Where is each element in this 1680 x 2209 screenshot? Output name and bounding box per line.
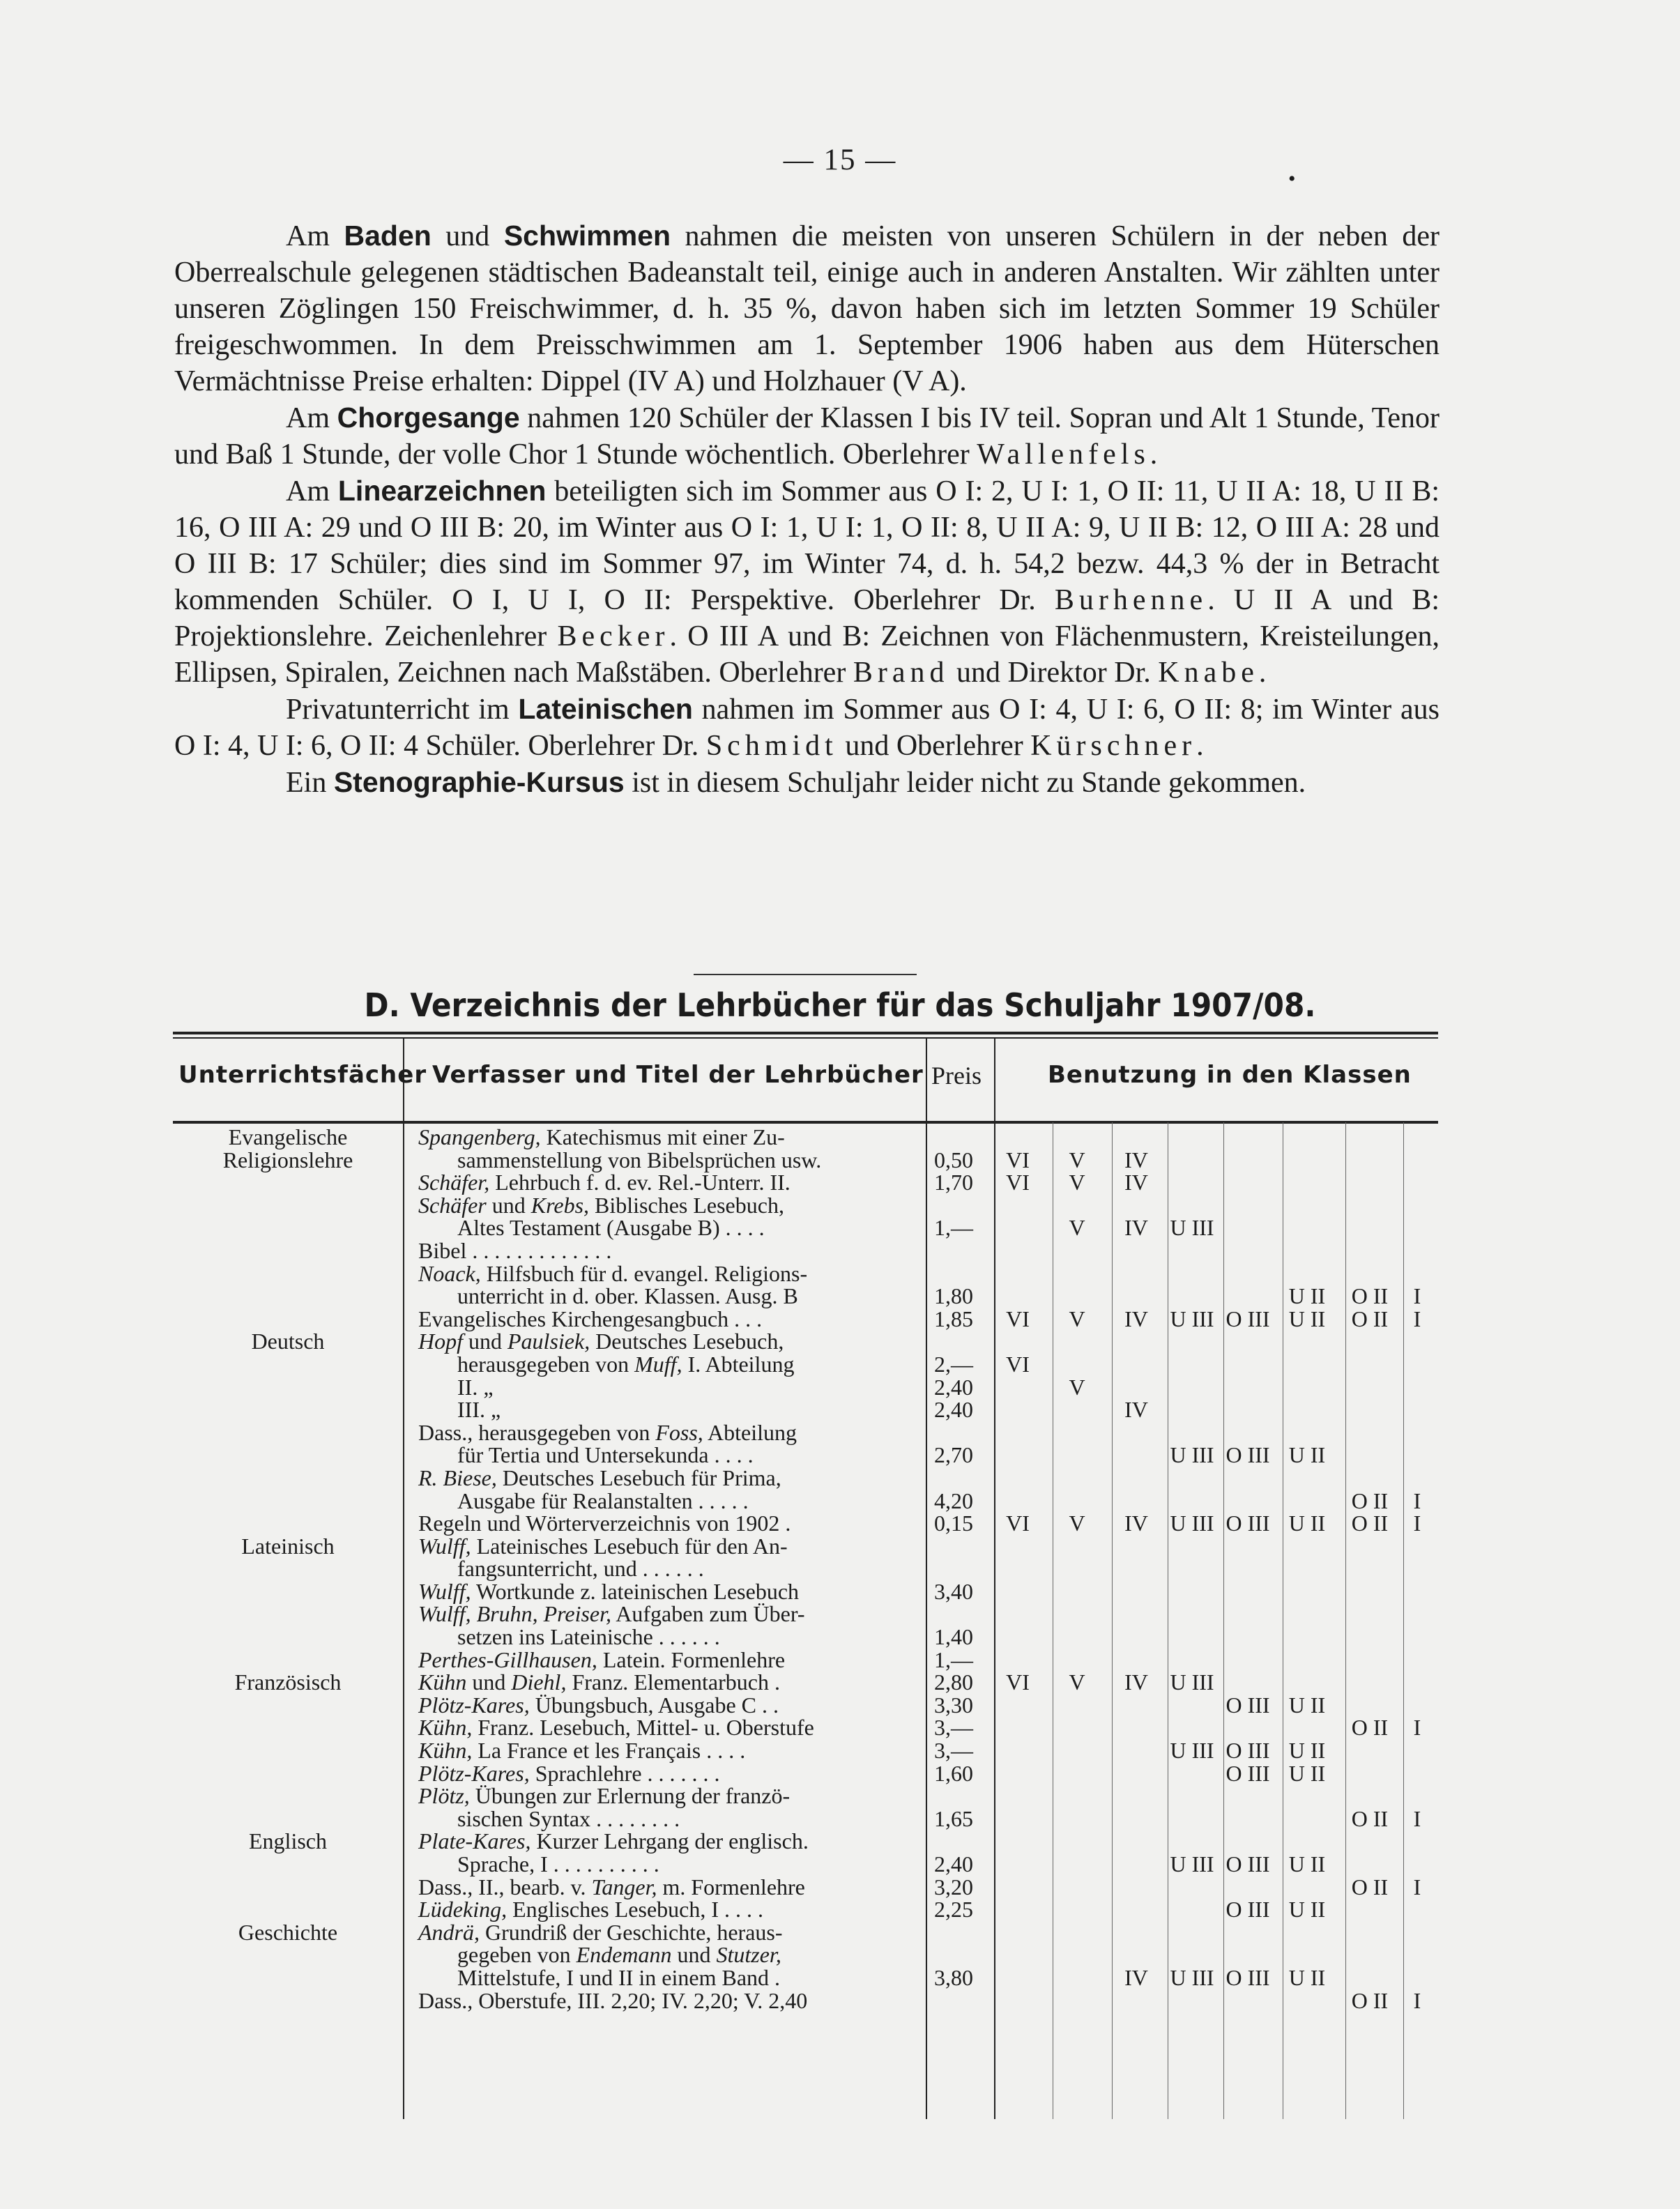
class-usage: V: [1069, 1669, 1085, 1695]
subject-label: Geschichte: [238, 1919, 338, 1945]
table-row: [173, 1989, 1438, 2012]
class-usage: I: [1413, 1511, 1421, 1536]
book-title: Wulff, Lateinisches Lesebuch für den An-: [418, 1533, 788, 1559]
subject-label: Englisch: [249, 1828, 327, 1854]
book-title: sammenstellung von Bibelsprüchen usw.: [457, 1147, 822, 1172]
class-usage: U II: [1288, 1692, 1326, 1718]
class-usage: I: [1413, 1488, 1421, 1513]
book-title: Plötz-Kares, Sprachlehre . . . . . . .: [418, 1760, 720, 1786]
class-usage: O II: [1351, 1283, 1389, 1309]
book-title: Mittelstufe, I und II in einem Band .: [457, 1964, 781, 1990]
book-price: 0,50: [934, 1147, 973, 1172]
book-price: 1,—: [934, 1215, 973, 1241]
book-title: Sprache, I . . . . . . . . . .: [457, 1851, 659, 1876]
table-row: [173, 1830, 1438, 1853]
prose-section: [174, 217, 1440, 801]
book-title: Altes Testament (Ausgabe B) . . . .: [457, 1215, 765, 1241]
book-price: 2,40: [934, 1397, 973, 1423]
class-usage: VI: [1006, 1351, 1030, 1377]
table-body: [173, 1126, 1438, 2012]
book-title: Kühn, Franz. Lesebuch, Mittel- u. Oberstufe: [418, 1715, 814, 1741]
class-usage: U II: [1288, 1760, 1326, 1786]
book-title: gegeben von Endemann und Stutzer,: [457, 1942, 781, 1968]
class-usage: O III: [1225, 1511, 1270, 1536]
book-price: 2,25: [934, 1897, 973, 1923]
paragraph-drawing: Am Linearzeichnen beteiligten sich im Sommer aus O I: 2, U I: 1, O II: 11, U II A: 18, U II B: 16, O III A: 29 und O III B: 20, im Winter aus O I: 1, U I: 1, O II: 8, U II A: 9, U II B: 12, O III A: 28 und O III B: 17 Schüler; dies sind im Sommer 97, im Winter 74, d. h. 54,2 bezw. 44,3 % der in Betracht kommenden Schüler. O I, U I, O II: Perspektive. Oberlehrer Dr. Burhenne. U II A und B: Projektionslehre. Zeichenlehrer Becker. O III A und B: Zeichnen von Flächenmustern, Kreisteilungen, Ellipsen, Spiralen, Zeichnen nach Maßstäben. Oberlehrer Brand und Direktor Dr. Knabe.: [174, 475, 1440, 689]
book-price: 3,40: [934, 1578, 973, 1604]
book-title: Dass., herausgegeben von Foss, Abteilung: [418, 1419, 797, 1445]
book-price: 3,30: [934, 1692, 973, 1718]
book-price: 3,—: [934, 1715, 973, 1741]
table-row: [173, 1353, 1438, 1376]
header-subjects: Unterrichtsfächer: [178, 1061, 427, 1089]
class-usage: U II: [1288, 1964, 1326, 1990]
class-usage: V: [1069, 1215, 1085, 1241]
table-row: [173, 1671, 1438, 1694]
book-title: Regeln und Wörterverzeichnis von 1902 .: [418, 1511, 791, 1536]
table-row: [173, 1194, 1438, 1217]
book-title: Noack, Hilfsbuch für d. evangel. Religions-: [418, 1260, 808, 1286]
class-usage: U II: [1288, 1511, 1326, 1536]
book-price: 0,15: [934, 1511, 973, 1536]
book-title: Lüdeking, Englisches Lesebuch, I . . . .: [418, 1897, 763, 1923]
class-usage: IV: [1124, 1306, 1148, 1331]
class-usage: IV: [1124, 1964, 1148, 1990]
section-divider: [694, 974, 917, 975]
class-usage: V: [1069, 1374, 1085, 1400]
class-usage: VI: [1006, 1147, 1030, 1172]
table-row: [173, 1898, 1438, 1921]
table-row: [173, 1694, 1438, 1717]
class-usage: U III: [1170, 1442, 1214, 1468]
book-title: III. „: [457, 1397, 501, 1423]
book-price: 1,65: [934, 1805, 973, 1831]
subject-label: Evangelische: [228, 1124, 348, 1149]
table-row: [173, 1807, 1438, 1830]
book-title: Kühn, La France et les Français . . . .: [418, 1738, 746, 1764]
class-usage: O II: [1351, 1715, 1389, 1741]
book-price: 3,80: [934, 1964, 973, 1990]
subject-label: Deutsch: [251, 1329, 325, 1354]
class-usage: O II: [1351, 1987, 1389, 2013]
header-price: Preis: [931, 1062, 982, 1090]
subject-label: Lateinisch: [241, 1533, 335, 1559]
class-usage: I: [1413, 1805, 1421, 1831]
book-title: Andrä, Grundriß der Geschichte, heraus-: [418, 1919, 783, 1945]
book-title: Hopf und Paulsiek, Deutsches Lesebuch,: [418, 1329, 784, 1354]
paragraph-choir: Am Chorgesange nahmen 120 Schüler der Klassen I bis IV teil. Sopran und Alt 1 Stunde, Tenor und Baß 1 Stunde, der volle Chor 1 Stunde wöchentlich. Oberlehrer Wallenfels.: [174, 402, 1440, 471]
book-price: 1,85: [934, 1306, 973, 1331]
table-row: [173, 1262, 1438, 1285]
book-price: 2,40: [934, 1374, 973, 1400]
book-title: Schäfer, Lehrbuch f. d. ev. Rel.-Unterr. II.: [418, 1170, 791, 1195]
class-usage: O II: [1351, 1805, 1389, 1831]
class-usage: V: [1069, 1147, 1085, 1172]
textbook-list-heading: D. Verzeichnis der Lehrbücher für das Schuljahr 1907/08.: [364, 986, 1316, 1024]
class-usage: I: [1413, 1987, 1421, 2013]
book-price: 3,20: [934, 1874, 973, 1900]
table-row: [173, 1535, 1438, 1558]
book-title: herausgegeben von Muff, I. Abteilung: [457, 1351, 795, 1377]
table-row: [173, 1467, 1438, 1490]
book-price: 2,70: [934, 1442, 973, 1468]
class-usage: U II: [1288, 1851, 1326, 1876]
book-price: 2,80: [934, 1669, 973, 1695]
table-row: [173, 1966, 1438, 1989]
stray-mark: •: [1288, 167, 1296, 190]
book-title: Plötz, Übungen zur Erlernung der franzö-: [418, 1783, 791, 1809]
class-usage: IV: [1124, 1170, 1148, 1195]
book-title: Wulff, Bruhn, Preiser, Aufgaben zum Über-: [418, 1601, 805, 1627]
class-usage: U III: [1170, 1964, 1214, 1990]
class-usage: O III: [1225, 1851, 1270, 1876]
book-title: II. „: [457, 1374, 494, 1400]
book-price: 4,20: [934, 1488, 973, 1513]
class-usage: O III: [1225, 1964, 1270, 1990]
table-row: [173, 1784, 1438, 1807]
table-row: [173, 1580, 1438, 1603]
class-usage: IV: [1124, 1147, 1148, 1172]
class-usage: V: [1069, 1170, 1085, 1195]
table-row: [173, 1716, 1438, 1739]
book-title: für Tertia und Untersekunda . . . .: [457, 1442, 754, 1468]
class-usage: O II: [1351, 1511, 1389, 1536]
paragraph-latin: Privatunterricht im Lateinischen nahmen im Sommer aus O I: 4, U I: 6, O II: 8; im Winter aus O I: 4, U I: 6, O II: 4 Schüler. Oberlehrer Dr. Schmidt und Oberlehrer Kürschner.: [174, 693, 1440, 762]
class-usage: O II: [1351, 1306, 1389, 1331]
table-row: [173, 1490, 1438, 1513]
book-price: 2,—: [934, 1351, 973, 1377]
class-usage: I: [1413, 1306, 1421, 1331]
class-usage: U II: [1288, 1738, 1326, 1764]
book-title: sischen Syntax . . . . . . . .: [457, 1805, 680, 1831]
table-row: [173, 1149, 1438, 1172]
table-row: [173, 1921, 1438, 1944]
table-row: [173, 1421, 1438, 1444]
book-title: Dass., Oberstufe, III. 2,20; IV. 2,20; V. 2,40: [418, 1987, 808, 2013]
table-row: [173, 1557, 1438, 1580]
header-books: Verfasser und Titel der Lehrbücher: [432, 1061, 924, 1089]
table-row: [173, 1444, 1438, 1467]
book-title: Ausgabe für Realanstalten . . . . .: [457, 1488, 749, 1513]
class-usage: I: [1413, 1715, 1421, 1741]
table-row: [173, 1308, 1438, 1331]
class-usage: I: [1413, 1283, 1421, 1309]
class-usage: VI: [1006, 1306, 1030, 1331]
book-title: Schäfer und Krebs, Biblisches Lesebuch,: [418, 1192, 784, 1218]
table-row: [173, 1126, 1438, 1149]
book-title: Kühn und Diehl, Franz. Elementarbuch .: [418, 1669, 780, 1695]
book-title: Plate-Kares, Kurzer Lehrgang der englisch.: [418, 1828, 809, 1854]
book-title: Bibel . . . . . . . . . . . . .: [418, 1237, 612, 1263]
table-row: [173, 1171, 1438, 1194]
class-usage: O III: [1225, 1897, 1270, 1923]
table-top-rule-2: [173, 1037, 1438, 1039]
table-row: [173, 1376, 1438, 1399]
table-row: [173, 1239, 1438, 1262]
book-title: setzen ins Lateinische . . . . . .: [457, 1624, 720, 1650]
book-title: Dass., II., bearb. v. Tanger, m. Formenlehre: [418, 1874, 805, 1900]
class-usage: U II: [1288, 1897, 1326, 1923]
table-row: [173, 1398, 1438, 1421]
book-title: Plötz-Kares, Übungsbuch, Ausgabe C . .: [418, 1692, 779, 1718]
book-title: Perthes-Gillhausen, Latein. Formenlehre: [418, 1646, 786, 1672]
class-usage: U III: [1170, 1306, 1214, 1331]
table-top-rule: [173, 1032, 1438, 1034]
class-usage: U III: [1170, 1851, 1214, 1876]
class-usage: U III: [1170, 1511, 1214, 1536]
class-usage: IV: [1124, 1397, 1148, 1423]
book-price: 1,80: [934, 1283, 973, 1309]
book-title: Spangenberg, Katechismus mit einer Zu-: [418, 1124, 785, 1149]
class-usage: U II: [1288, 1283, 1326, 1309]
book-price: 1,40: [934, 1624, 973, 1650]
class-usage: O III: [1225, 1306, 1270, 1331]
class-usage: O III: [1225, 1738, 1270, 1764]
table-row: [173, 1216, 1438, 1239]
table-row: [173, 1512, 1438, 1535]
book-title: unterricht in d. ober. Klassen. Ausg. B: [457, 1283, 798, 1309]
book-price: 1,70: [934, 1170, 973, 1195]
page-number: — 15 —: [783, 144, 897, 176]
class-usage: V: [1069, 1306, 1085, 1331]
table-row: [173, 1762, 1438, 1785]
class-usage: U III: [1170, 1215, 1214, 1241]
class-usage: IV: [1124, 1669, 1148, 1695]
subject-label: Französisch: [234, 1669, 342, 1695]
class-usage: O III: [1225, 1760, 1270, 1786]
table-row: [173, 1739, 1438, 1762]
class-usage: V: [1069, 1511, 1085, 1536]
book-price: 3,—: [934, 1738, 973, 1764]
table-header-rule: [173, 1121, 1438, 1124]
table-row: [173, 1330, 1438, 1353]
class-usage: O II: [1351, 1874, 1389, 1900]
class-usage: IV: [1124, 1511, 1148, 1536]
class-usage: O III: [1225, 1442, 1270, 1468]
paragraph-stenography: Ein Stenographie-Kursus ist in diesem Schuljahr leider nicht zu Stande gekommen.: [286, 766, 1306, 799]
table-row: [173, 1285, 1438, 1308]
class-usage: VI: [1006, 1170, 1030, 1195]
class-usage: IV: [1124, 1215, 1148, 1241]
book-title: Evangelisches Kirchengesangbuch . . .: [418, 1306, 763, 1331]
subject-label: Religionslehre: [222, 1147, 353, 1172]
class-usage: VI: [1006, 1511, 1030, 1536]
textbook-table: [173, 1032, 1438, 2119]
table-row: [173, 1943, 1438, 1966]
class-usage: U II: [1288, 1442, 1326, 1468]
table-row: [173, 1603, 1438, 1626]
class-usage: U III: [1170, 1738, 1214, 1764]
book-price: 1,60: [934, 1760, 973, 1786]
book-price: 1,—: [934, 1646, 973, 1672]
table-row: [173, 1876, 1438, 1899]
book-title: R. Biese, Deutsches Lesebuch für Prima,: [418, 1465, 781, 1490]
class-usage: I: [1413, 1874, 1421, 1900]
table-row: [173, 1853, 1438, 1876]
header-usage: Benutzung in den Klassen: [1048, 1061, 1412, 1089]
paragraph-swimming: Am Baden und Schwimmen nahmen die meisten von unseren Schülern in der neben der Oberrealschule gelegenen städtischen Badeanstalt teil, einige auch in anderen Anstalten. Wir zählten unter unseren Zöglingen 150 Freischwimmer, d. h. 35 %, davon haben sich im letzten Sommer 19 Schüler freigeschwommen. In dem Preisschwimmen am 1. September 1906 haben aus dem Hüterschen Vermächtnisse Preise erhalten: Dippel (IV A) und Holzhauer (V A).: [174, 220, 1440, 397]
class-usage: U III: [1170, 1669, 1214, 1695]
book-title: Wulff, Wortkunde z. lateinischen Lesebuch: [418, 1578, 800, 1604]
book-price: 2,40: [934, 1851, 973, 1876]
table-row: [173, 1646, 1438, 1672]
class-usage: VI: [1006, 1669, 1030, 1695]
class-usage: U II: [1288, 1306, 1326, 1331]
book-title: fangsunterricht, und . . . . . .: [457, 1556, 704, 1582]
class-usage: O II: [1351, 1488, 1389, 1513]
table-row: [173, 1626, 1438, 1649]
class-usage: O III: [1225, 1692, 1270, 1718]
